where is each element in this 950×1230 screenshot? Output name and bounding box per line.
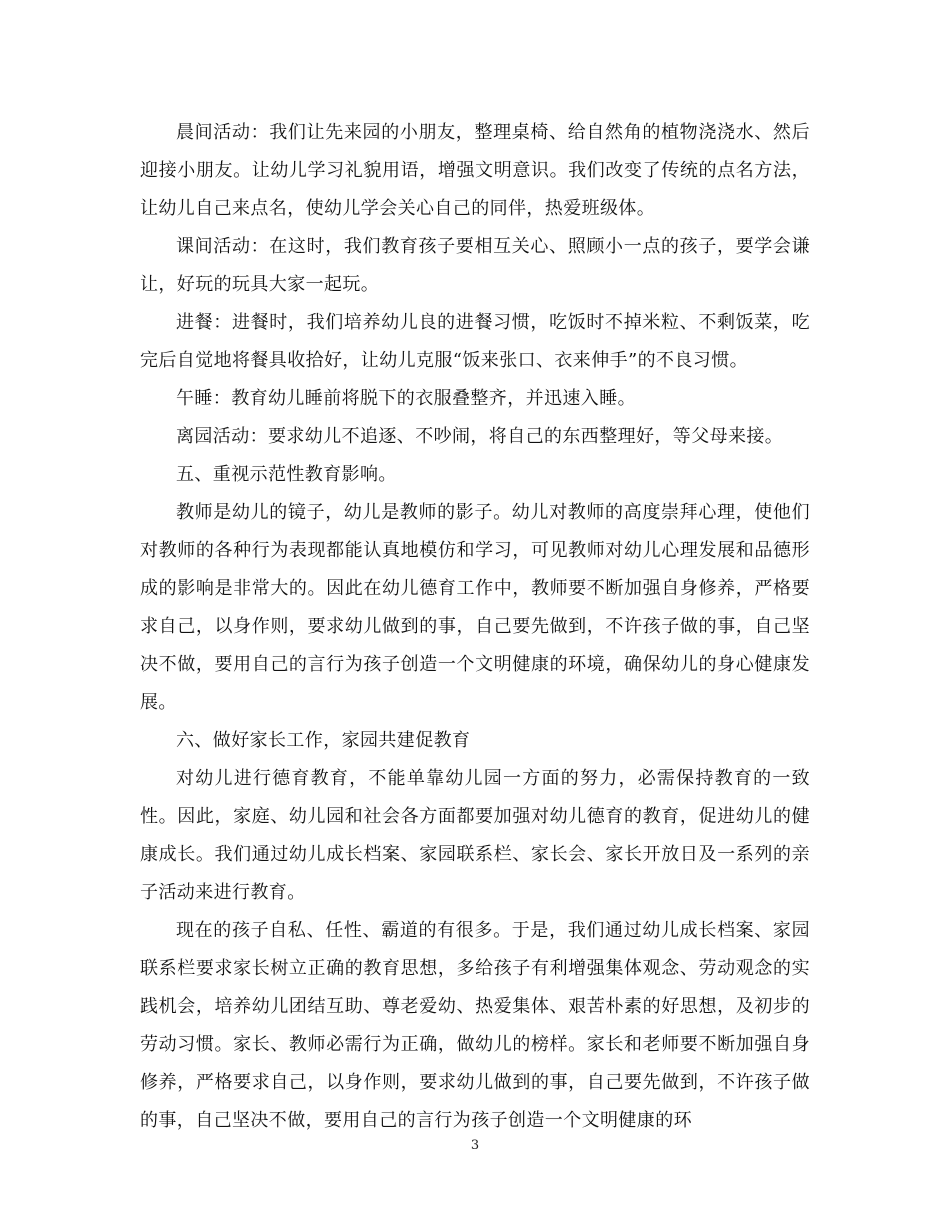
- paragraph-family-cooperation: 对幼儿进行德育教育，不能单靠幼儿园一方面的努力，必需保持教育的一致性。因此，家庭、幼儿园和社会各方面都要加强对幼儿德育的教育，促进幼儿的健康成长。我们通过幼儿成长档案、家园联系栏、家长会、家长开放日及一系列的亲子活动来进行教育。: [140, 768, 810, 903]
- paragraph-teacher-example: 教师是幼儿的镜子，幼儿是教师的影子。幼儿对教师的高度崇拜心理，使他们对教师的各种行为表现都能认真地模仿和学习，可见教师对幼儿心理发展和品德形成的影响是非常大的。因此在幼儿德育工作中，教师要不断加强自身修养，严格要求自己，以身作则，要求幼儿做到的事，自己要先做到，不许孩子做的事，自己坚决不做，要用自己的言行为孩子创造一个文明健康的环境，确保幼儿的身心健康发展。: [140, 502, 810, 713]
- paragraph-class-break-activity: 课间活动：在这时，我们教育孩子要相互关心、照顾小一点的孩子，要学会谦让，好玩的玩具大家一起玩。: [140, 236, 810, 295]
- page-number: 3: [470, 1138, 480, 1153]
- paragraph-children-behavior: 现在的孩子自私、任性、霸道的有很多。于是，我们通过幼儿成长档案、家园联系栏要求家长树立正确的教育思想，多给孩子有利增强集体观念、劳动观念的实践机会，培养幼儿团结互助、尊老爱幼、热爱集体、艰苦朴素的好思想，及初步的劳动习惯。家长、教师必需行为正确，做幼儿的榜样。家长和老师要不断加强自身修养，严格要求自己，以身作则，要求幼儿做到的事，自己要先做到，不许孩子做的事，自己坚决不做，要用自己的言行为孩子创造一个文明健康的环: [140, 920, 810, 1131]
- paragraph-morning-activity: 晨间活动：我们让先来园的小朋友，整理桌椅、给自然角的植物浇浇水、然后迎接小朋友。让幼儿学习礼貌用语，增强文明意识。我们改变了传统的点名方法，让幼儿自己来点名，使幼儿学会关心自己的同伴，热爱班级体。: [140, 122, 810, 219]
- document-body: [140, 114, 810, 1140]
- paragraph-leaving: 离园活动：要求幼儿不追逐、不吵闹，将自己的东西整理好，等父母来接。: [176, 426, 784, 447]
- paragraph-meals: 进餐：进餐时，我们培养幼儿良的进餐习惯，吃饭时不掉米粒、不剩饭菜，吃完后自觉地将餐具收拾好，让幼儿克服“饭来张口、衣来伸手”的不良习惯。: [140, 312, 810, 371]
- section-heading-6: 六、做好家长工作，家园共建促教育: [176, 730, 471, 751]
- paragraph-nap: 午睡：教育幼儿睡前将脱下的衣服叠整齐，并迅速入睡。: [176, 388, 636, 409]
- section-heading-5: 五、重视示范性教育影响。: [176, 464, 397, 485]
